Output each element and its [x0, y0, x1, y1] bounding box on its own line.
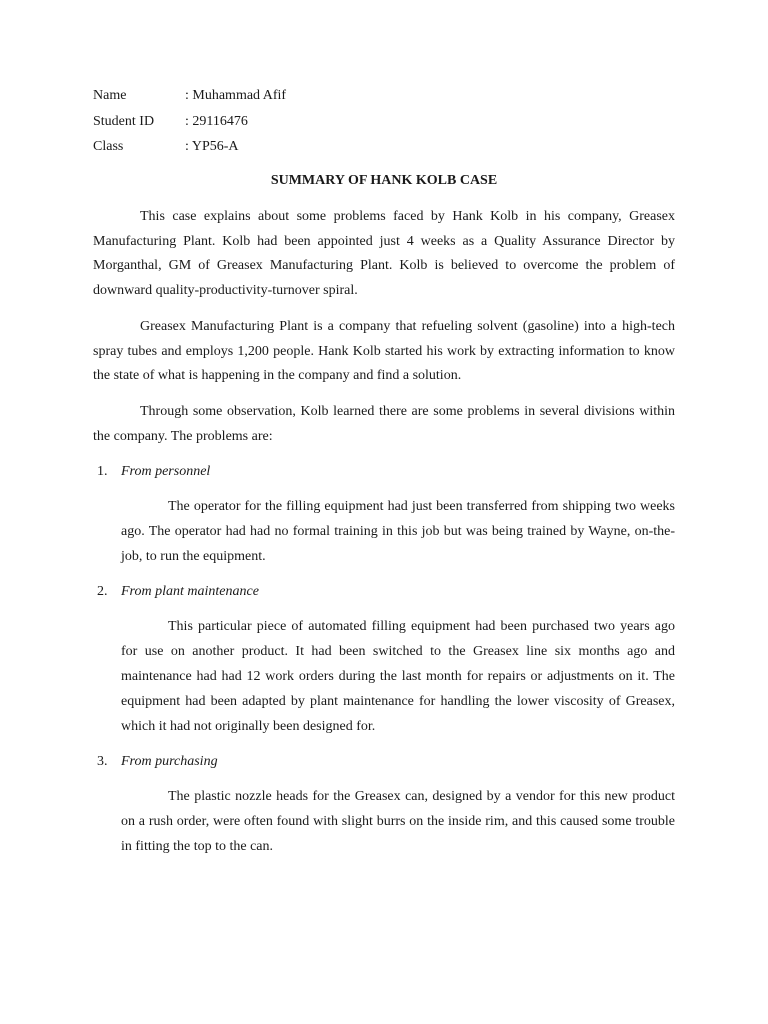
paragraph-company: Greasex Manufacturing Plant is a company that refueling solvent (gasoline) into a high-tech spray tubes and employs 1,200 people. Hank Kolb started his work by extracting information to know the state of what is happening in the company and find a solution. — [93, 319, 675, 384]
class-value: : YP56-A — [185, 139, 239, 154]
student-id-row — [93, 112, 393, 138]
problem-heading — [97, 752, 675, 772]
name-value: : Muhammad Afif — [185, 88, 287, 103]
problem-number: 3. — [97, 754, 108, 769]
problem-item-personnel — [97, 462, 675, 569]
name-row — [93, 86, 393, 112]
class-row — [93, 137, 393, 163]
problem-title: From personnel — [121, 464, 211, 479]
document-title: SUMMARY OF HANK KOLB CASE — [270, 173, 498, 188]
problem-title: From plant maintenance — [121, 584, 259, 599]
problem-item-plant-maintenance — [97, 582, 675, 739]
problem-body: The operator for the filling equipment had just been transferred from shipping two weeks ago. The operator had had no formal training in this job but was being trained by Wayne, on-the-job, to run the equipment. — [121, 499, 675, 564]
problem-body: The plastic nozzle heads for the Greasex can, designed by a vendor for this new product on a rush order, were often found with slight burrs on the inside rim, and this caused some trouble in fitting the top to the can. — [121, 789, 675, 854]
problem-heading — [97, 462, 675, 482]
student-id-value: : 29116476 — [185, 113, 248, 129]
student-id-label: Student ID — [93, 113, 155, 129]
name-label: Name — [93, 88, 127, 103]
student-info — [93, 86, 393, 163]
problem-heading — [97, 582, 675, 602]
problem-body: This particular piece of automated filling equipment had been purchased two years ago for use on another product. It had been switched to the Greasex line six months ago and maintenance had had 12 work orders during the last month for repairs or adjustments on it. The equipment had been adapted by plant maintenance for handling the lower viscosity of Greasex, which it had not originally been designed for. — [121, 619, 675, 734]
problem-number: 2. — [97, 584, 108, 599]
problem-number: 1. — [97, 464, 108, 479]
class-label: Class — [93, 139, 124, 154]
paragraph-intro: This case explains about some problems faced by Hank Kolb in his company, Greasex Manufacturing Plant. Kolb had been appointed just 4 weeks as a Quality Assurance Director by Morganthal, GM of Greasex Manufacturing Plant. Kolb is believed to overcome the problem of downward quality-productivity-turnover spiral. — [93, 209, 675, 299]
paragraph-observation: Through some observation, Kolb learned there are some problems in several divisions within the company. The problems are: — [93, 404, 675, 444]
problem-title: From purchasing — [121, 754, 218, 769]
problem-item-purchasing — [97, 752, 675, 859]
